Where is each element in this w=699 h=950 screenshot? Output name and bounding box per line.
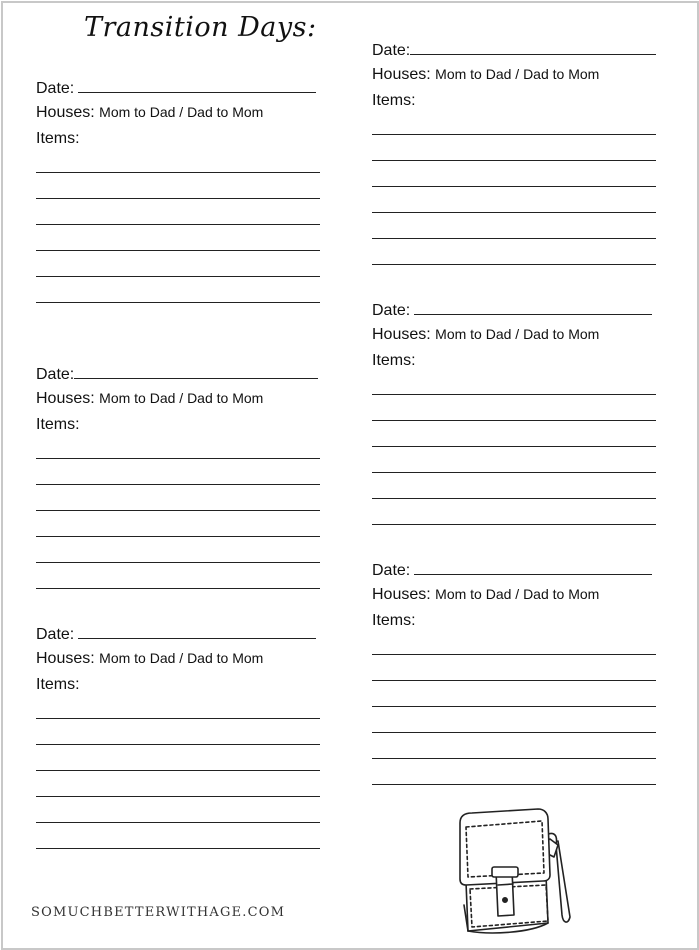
item-line[interactable]: [36, 822, 320, 823]
item-line[interactable]: [372, 732, 656, 733]
item-line[interactable]: [372, 212, 656, 213]
item-line[interactable]: [372, 160, 656, 161]
items-label: Items:: [372, 612, 416, 629]
date-row: [36, 364, 318, 384]
items-label: Items:: [36, 416, 80, 433]
houses-row: [36, 104, 263, 122]
houses-row: [372, 326, 599, 344]
items-label: Items:: [372, 352, 416, 369]
item-line[interactable]: [372, 264, 656, 265]
date-row: [372, 300, 652, 320]
item-line[interactable]: [36, 536, 320, 537]
date-label: Date:: [36, 80, 75, 97]
item-line[interactable]: [36, 302, 320, 303]
item-line[interactable]: [372, 186, 656, 187]
date-input-line[interactable]: [410, 40, 656, 55]
date-input-line[interactable]: [414, 560, 652, 575]
date-input-line[interactable]: [78, 624, 316, 639]
houses-value: Mom to Dad / Dad to Mom: [99, 650, 264, 666]
date-label: Date:: [372, 42, 411, 59]
houses-label: Houses:: [372, 66, 431, 83]
item-line[interactable]: [36, 796, 320, 797]
item-line[interactable]: [372, 394, 656, 395]
date-row: [372, 560, 652, 580]
item-line[interactable]: [372, 758, 656, 759]
houses-label: Houses:: [372, 586, 431, 603]
item-line[interactable]: [36, 484, 320, 485]
date-label: Date:: [372, 562, 411, 579]
items-label: Items:: [36, 676, 80, 693]
items-label: Items:: [36, 130, 80, 147]
messenger-bag-icon: [450, 805, 580, 937]
item-line[interactable]: [36, 848, 320, 849]
houses-value: Mom to Dad / Dad to Mom: [435, 326, 600, 342]
items-label: Items:: [372, 92, 416, 109]
item-line[interactable]: [372, 680, 656, 681]
date-input-line[interactable]: [74, 364, 318, 379]
item-line[interactable]: [36, 224, 320, 225]
item-line[interactable]: [372, 420, 656, 421]
houses-label: Houses:: [36, 650, 95, 667]
page-title: Transition Days:: [84, 12, 317, 43]
houses-value: Mom to Dad / Dad to Mom: [99, 390, 264, 406]
date-row: [36, 78, 316, 98]
item-line[interactable]: [372, 472, 656, 473]
item-line[interactable]: [36, 276, 320, 277]
footer-brand: SOMUCHBETTERWITHAGE.COM: [31, 905, 286, 920]
item-line[interactable]: [36, 510, 320, 511]
item-line[interactable]: [36, 172, 320, 173]
houses-row: [372, 586, 599, 604]
item-line[interactable]: [372, 654, 656, 655]
date-label: Date:: [372, 302, 411, 319]
item-line[interactable]: [36, 458, 320, 459]
item-line[interactable]: [36, 744, 320, 745]
item-line[interactable]: [36, 250, 320, 251]
page-frame: [1, 1, 699, 950]
item-line[interactable]: [372, 238, 656, 239]
houses-row: [372, 66, 599, 84]
houses-label: Houses:: [36, 104, 95, 121]
item-line[interactable]: [36, 562, 320, 563]
item-line[interactable]: [36, 718, 320, 719]
item-line[interactable]: [372, 706, 656, 707]
item-line[interactable]: [372, 134, 656, 135]
houses-value: Mom to Dad / Dad to Mom: [435, 586, 600, 602]
date-input-line[interactable]: [78, 78, 316, 93]
houses-label: Houses:: [36, 390, 95, 407]
date-input-line[interactable]: [414, 300, 652, 315]
houses-value: Mom to Dad / Dad to Mom: [99, 104, 264, 120]
date-label: Date:: [36, 366, 75, 383]
item-line[interactable]: [36, 770, 320, 771]
item-line[interactable]: [36, 588, 320, 589]
date-label: Date:: [36, 626, 75, 643]
houses-row: [36, 650, 263, 668]
houses-value: Mom to Dad / Dad to Mom: [435, 66, 600, 82]
date-row: [372, 40, 656, 60]
item-line[interactable]: [372, 784, 656, 785]
item-line[interactable]: [36, 198, 320, 199]
item-line[interactable]: [372, 446, 656, 447]
item-line[interactable]: [372, 524, 656, 525]
houses-label: Houses:: [372, 326, 431, 343]
date-row: [36, 624, 316, 644]
houses-row: [36, 390, 263, 408]
item-line[interactable]: [372, 498, 656, 499]
